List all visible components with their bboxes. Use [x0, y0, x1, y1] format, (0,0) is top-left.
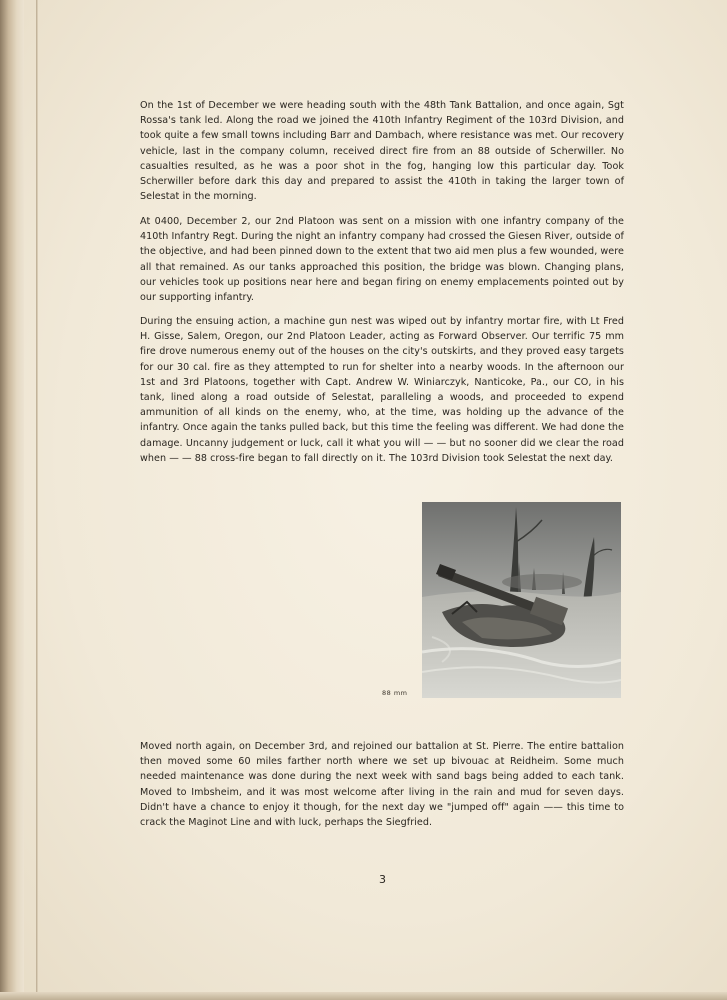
- book-spine-shadow: [0, 0, 24, 1000]
- paragraph-december-3: Moved north again, on December 3rd, and rejoined our battalion at St. Pierre. The entire battalion then moved some 60 miles farther north where we set up bivouac at Reidheim. Some much needed maintenance was done during the next week with sand bags being added to each tank. Moved to Imbsheim, and it was most welcome after living in the rain and mud for seven days. Didn't have a chance to enjoy it though, for the next day we "jumped off" again —— this time to crack the Maginot Line and with luck, perhaps the Siegfried.: [140, 741, 624, 829]
- photo-caption: 88 mm: [382, 689, 408, 697]
- paragraph-december-2: At 0400, December 2, our 2nd Platoon was sent on a mission with one infantry company of the 410th Infantry Regt. During the night an infantry company had crossed the Giesen River, outside of the objective, and had been pinned down to the extent that two aid men plus a few wounded, were all that remained. As our tanks approached this position, the bridge was blown. Changing plans, our vehicles took up positions near here and began firing on enemy emplacements pointed out by our supporting infantry.: [140, 216, 624, 304]
- photo-88mm-gun: [422, 502, 621, 698]
- paragraph-ensuing-action: During the ensuing action, a machine gun nest was wiped out by infantry mortar fire, with Lt Fred H. Gisse, Salem, Oregon, our 2nd Platoon Leader, acting as Forward Observer. Our terrific 75 mm fire drove numerous enemy out of the houses on the city's outskirts, and they proved easy targets for our 30 cal. fire as they attempted to run for shelter into a nearby woods. In the afternoon our 1st and 3rd Platoons, together with Capt. Andrew W. Winiarczyk, Nanticoke, Pa., our CO, in his tank, lined along a road outside of Selestat, paralleling a woods, and proceeded to expend ammunition of all kinds on the enemy, who, at the time, was holding up the advance of the infantry. Once again the tanks pulled back, but this time the feeling was different. We had done the damage. Uncanny judgement or luck, call it what you will — — but no sooner did we clear the road when — — 88 cross-fire began to fall directly on it. The 103rd Division took Selestat the next day.: [140, 316, 624, 464]
- 88mm-gun-image: [422, 502, 621, 698]
- page-number: 3: [379, 873, 386, 886]
- paragraph-december-1: On the 1st of December we were heading south with the 48th Tank Battalion, and once again, Sgt Rossa's tank led. Along the road we joined the 410th Infantry Regiment of the 103rd Division, and took quite a few small towns including Barr and Dambach, where resistance was met. Our recovery vehicle, last in the company column, received direct fire from an 88 outside of Scherwiller. No casualties resulted, as he was a poor shot in the fog, hanging low this particular day. Took Scherwiller before dark this day and prepared to assist the 410th in taking the larger town of Selestat in the morning.: [140, 100, 624, 203]
- page-bottom-edge: [0, 992, 727, 1000]
- binding-fold: [36, 0, 38, 1000]
